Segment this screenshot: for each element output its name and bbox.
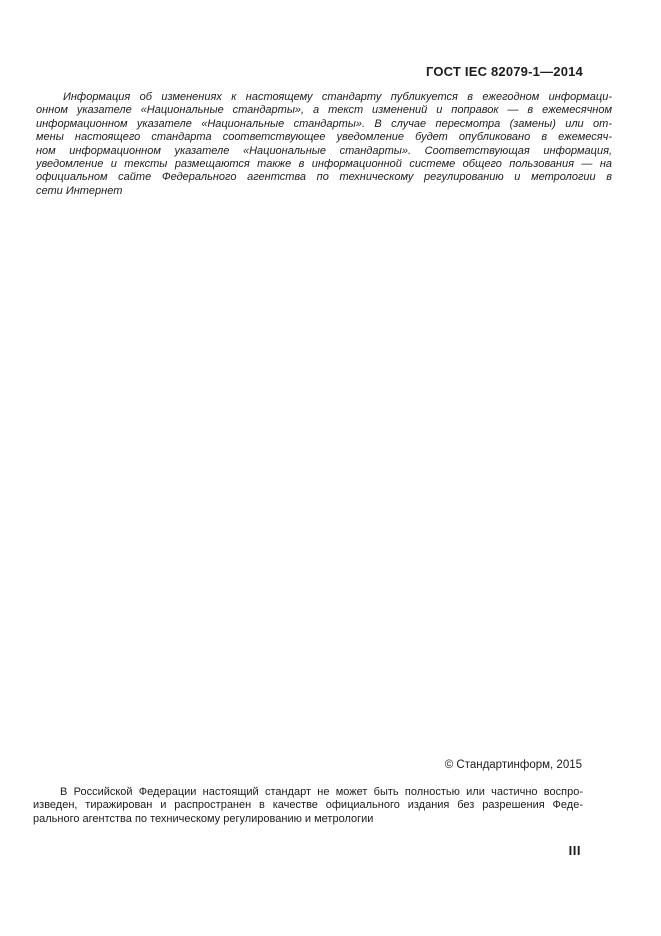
paragraph-line: сети Интернет (36, 184, 123, 197)
paragraph-line: онном указателе «Национальные стандарты», а текст изменений и поправок — в ежемесячном (36, 104, 612, 117)
paragraph-line: изведен, тиражирован и распространен в качестве официального издания без разрешения Феде- (33, 799, 583, 812)
paragraph-line: В Российской Федерации настоящий стандарт не может быть полностью или частично воспро- (60, 786, 583, 798)
paragraph-line: мены настоящего стандарта соответствующее уведомление будет опубликовано в ежемесяч- (36, 131, 612, 144)
paragraph-line: рального агентства по техническому регулированию и метрологии (33, 812, 374, 825)
paragraph-line: уведомление и тексты размещаются также в информационной системе общего пользования — на (36, 158, 612, 171)
paragraph-line: информационном указателе «Национальные стандарты». В случае пересмотра (замены) или от- (36, 117, 612, 130)
paragraph-line: официальном сайте Федерального агентства по техническому регулированию и метрологии в (36, 171, 612, 184)
document-code-header: ГОСТ IEC 82079-1—2014 (425, 64, 583, 79)
paragraph-line: ном информационном указателе «Национальные стандарты». Соответствующая информация, (36, 144, 612, 157)
copyright-notice: © Стандартинформ, 2015 (444, 759, 582, 771)
reproduction-restriction-paragraph (33, 786, 583, 826)
amendments-info-paragraph (36, 91, 612, 198)
paragraph-line: Информация об изменениях к настоящему стандарту публикуется в ежегодном информаци- (63, 91, 612, 103)
page-number: III (568, 843, 581, 858)
